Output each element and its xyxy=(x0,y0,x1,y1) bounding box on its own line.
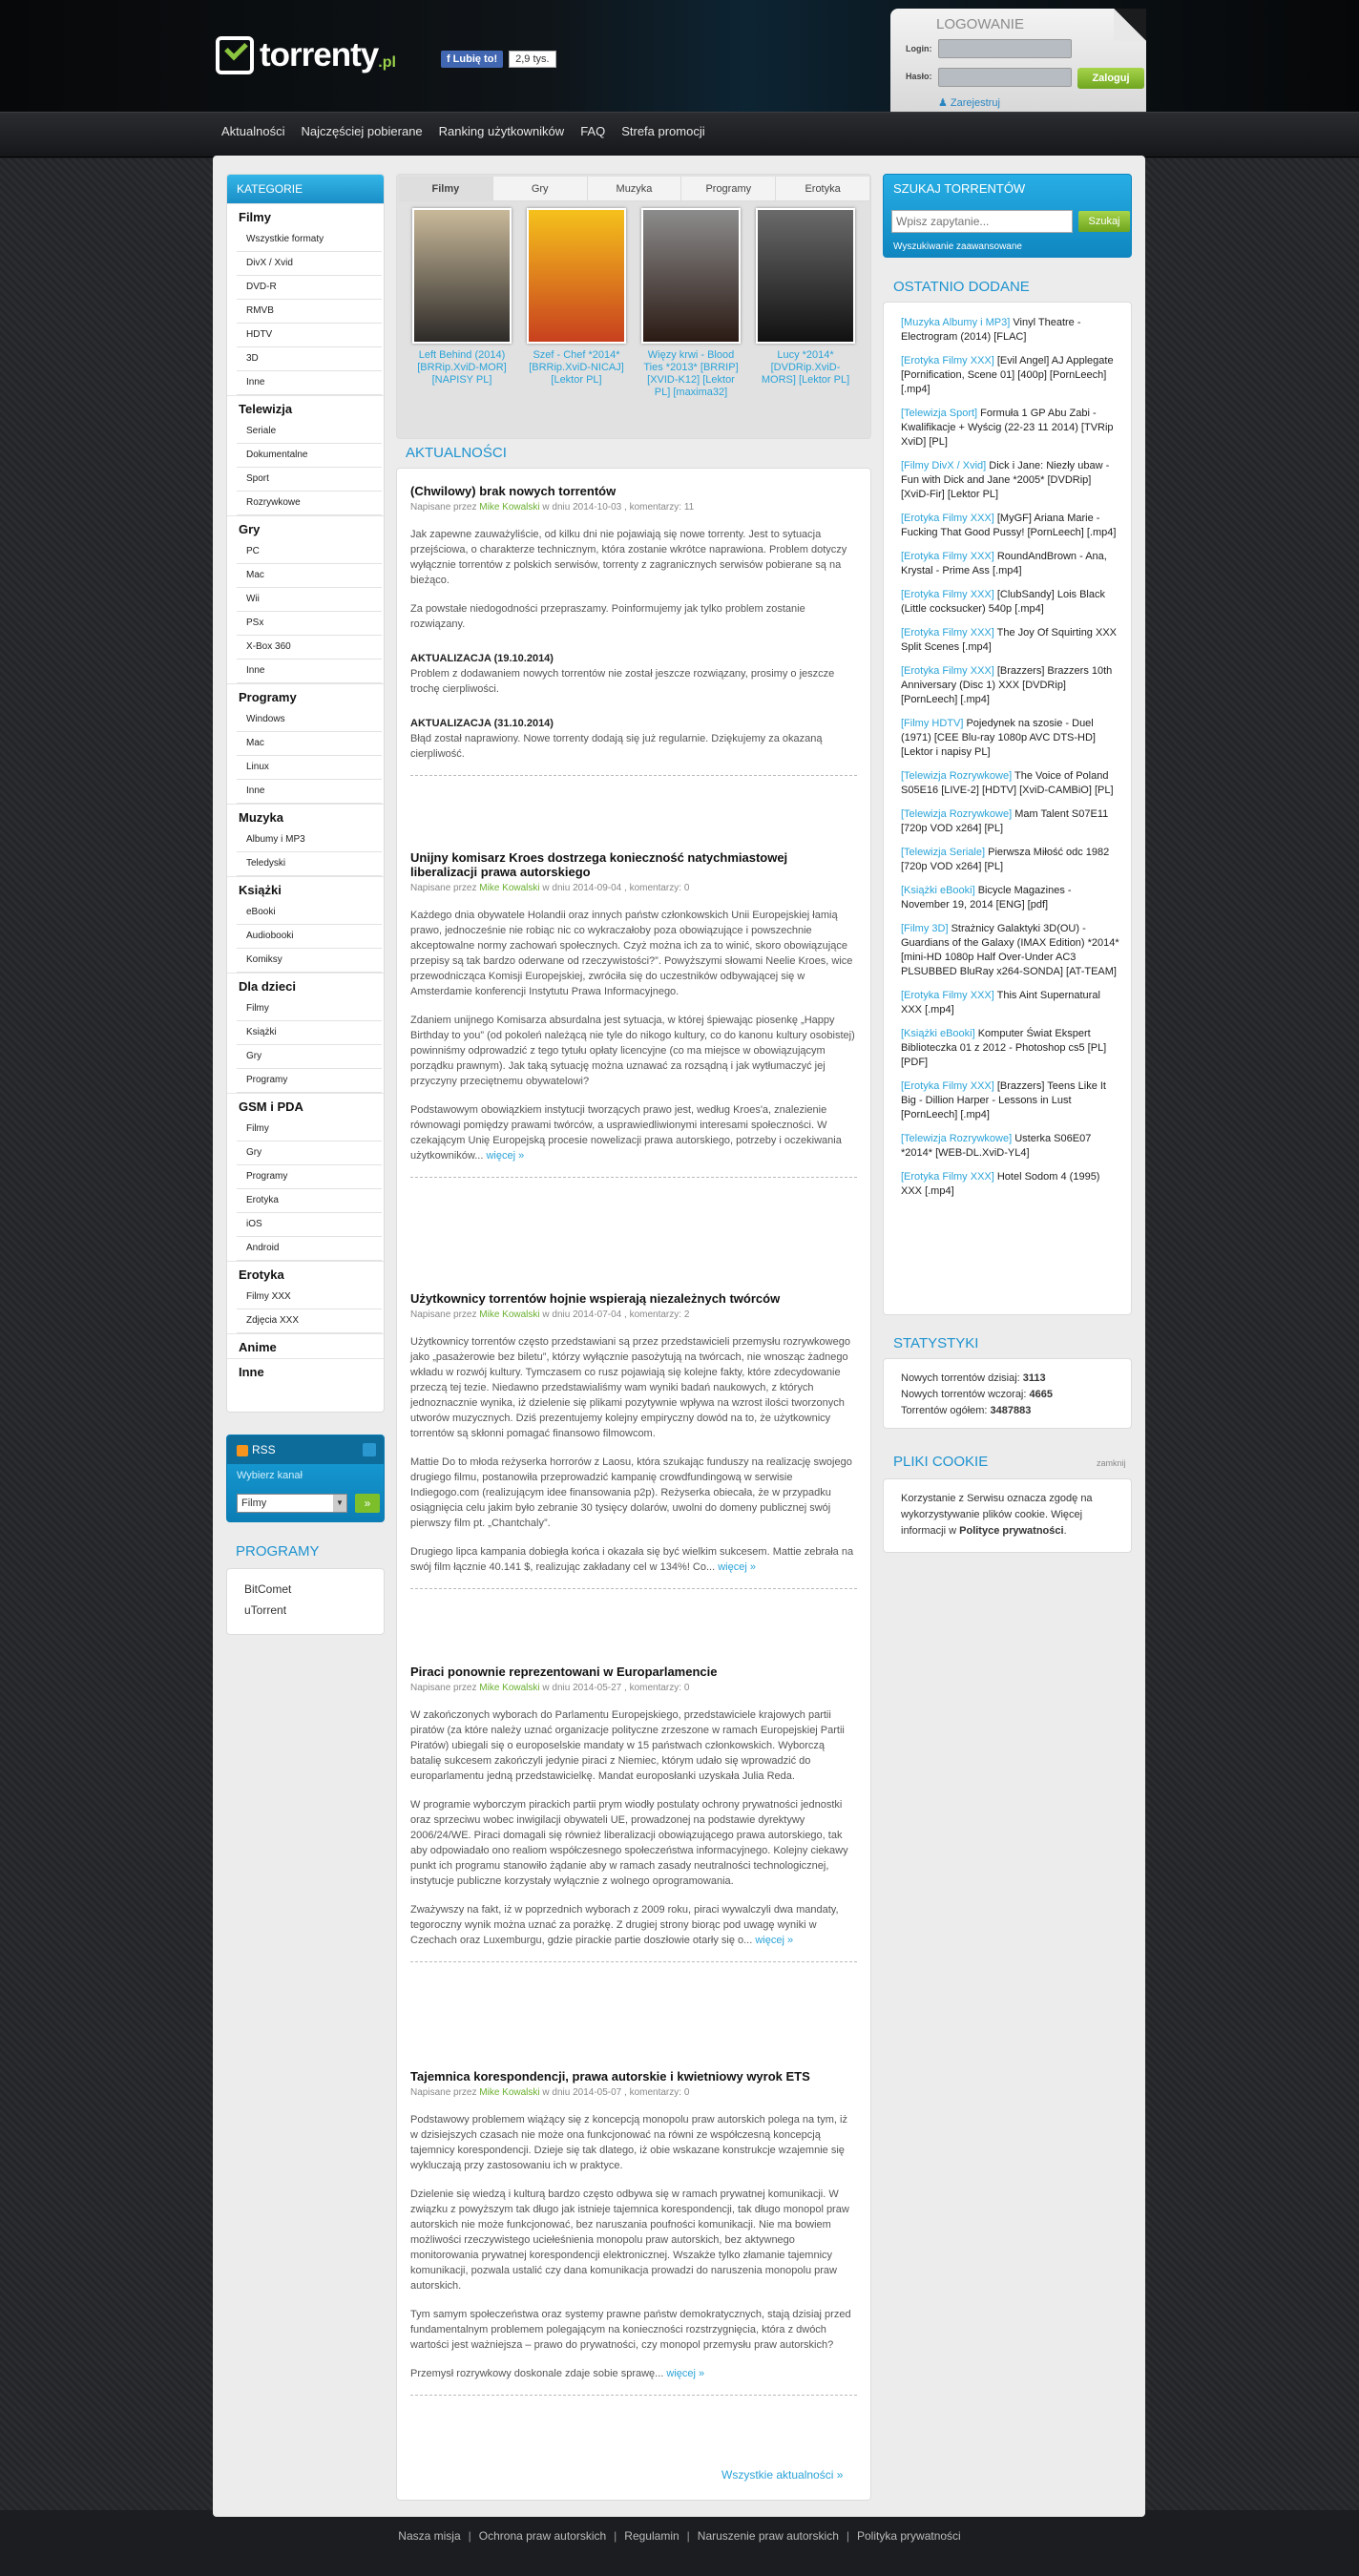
article-divider xyxy=(410,1177,857,1178)
tab-movies[interactable]: Filmy xyxy=(399,177,493,200)
subcategory-item[interactable]: Linux xyxy=(237,756,382,780)
footer-link[interactable]: Naruszenie praw autorskich xyxy=(697,2529,839,2543)
poster-image[interactable] xyxy=(756,208,855,344)
recent-category[interactable]: [Erotyka Filmy XXX] xyxy=(901,1080,994,1092)
subcategory-item[interactable]: Komiksy xyxy=(237,949,382,973)
subcategory-item[interactable]: Programy xyxy=(237,1165,382,1189)
subcategory-item[interactable]: Zdjęcia XXX xyxy=(237,1309,382,1333)
recent-torrent[interactable] xyxy=(901,807,1119,836)
recent-torrent[interactable] xyxy=(901,1079,1119,1122)
subcategory-item[interactable]: Albumy i MP3 xyxy=(237,828,382,852)
subcategory-item[interactable]: Sport xyxy=(237,468,382,492)
news-article xyxy=(410,1291,857,1589)
subcategory-item[interactable]: Seriale xyxy=(237,420,382,444)
recent-category[interactable]: [Książki eBooki] xyxy=(901,1028,975,1039)
recent-torrent[interactable] xyxy=(901,459,1119,502)
article-paragraph: Mattie Do to młoda reżyserka horrorów z Laosu, która szukając funduszy na realizację swojego drugiego filmu, postanowiła przeprowadzić kampanię crowdfundingową w serwisie Indiegogo.com (realizującym idee finansowania p2p). Reżyserka obiecała, że w przypadku osiągnięcia celu jakim było zebranie 30 tysięcy dolarów, uwolni do domeny publicznej swój pierwszy film pt. „Chantchaly”. xyxy=(410,1456,852,1529)
rss-panel xyxy=(226,1435,385,1522)
search-input[interactable] xyxy=(891,210,1073,233)
article-paragraph: Przemysł rozrywkowy doskonale zdaje sobie sprawę... więcej » xyxy=(410,2368,705,2379)
category-8[interactable]: Erotyka xyxy=(227,1261,384,1286)
recent-category[interactable]: [Filmy DivX / Xvid] xyxy=(901,460,987,471)
site-header xyxy=(0,0,1359,112)
recent-category[interactable]: [Filmy 3D] xyxy=(901,923,949,934)
recent-category[interactable]: [Erotyka Filmy XXX] xyxy=(901,665,994,677)
stat-label: Nowych torrentów dzisiaj: xyxy=(901,1372,1023,1384)
categories-title: KATEGORIE xyxy=(227,175,384,203)
subcategory-item[interactable]: RMVB xyxy=(237,300,382,324)
update-text: Błąd został naprawiony. Nowe torrenty dodają się już regularnie. Dziękujemy za okazaną cierpliwość. xyxy=(410,733,823,760)
program-utorrent[interactable]: uTorrent xyxy=(244,1603,287,1617)
subcategory-item[interactable]: PC xyxy=(237,540,382,564)
article-divider xyxy=(410,775,857,776)
recent-torrent[interactable] xyxy=(901,354,1119,397)
poster-card[interactable] xyxy=(527,208,626,387)
subcategory-item[interactable]: Rozrywkowe xyxy=(237,492,382,515)
article-paragraph: Podstawowy problemem wiążący się z koncepcją monopolu praw autorskich polega na tym, iż w dzisiejszych czasach nie może ona funkcjonować na równi ze współczesną koncepcją tajemnicy korespondencji. Dzieje się tak dlatego, iż obie wskazane konstrukcje wzajemnie się wykluczają przy zastosowaniu ich w praktyce. xyxy=(410,2114,847,2171)
news-article xyxy=(410,484,857,776)
poster-title[interactable]: Więzy krwi - Blood Ties *2013* [BRRIP] [XVID-K12] [Lektor PL] [maxima32] xyxy=(643,349,739,398)
tab-erotica[interactable]: Erotyka xyxy=(776,177,870,200)
recent-category[interactable]: [Erotyka Filmy XXX] xyxy=(901,990,994,1001)
cookies-text: Korzystanie z Serwisu oznacza zgodę na wykorzystywanie plików cookie. Więcej informacji w Polityce prywatności. xyxy=(901,1493,1093,1537)
recent-category[interactable]: [Telewizja Rozrywkowe] xyxy=(901,1133,1013,1144)
news-article xyxy=(410,2069,857,2396)
subcategory-item[interactable]: Wszystkie formaty xyxy=(237,228,382,252)
article-meta: Napisane przez Mike Kowalski w dniu 2014-05-27 , komentarzy: 0 xyxy=(410,1683,690,1693)
advanced-search-link[interactable]: Wyszukiwanie zaawansowane xyxy=(893,241,1022,252)
article-paragraph: Podstawowym obowiązkiem instytucji tworzących prawo jest, według Kroes'a, znalezienie równowagi pomiędzy prawami twórców, a usprawiedliwionymi interesami społeczności. W czekającym Unię Europejską procesie nowelizacji prawa autorskiego, potrzeby i oczekiwania użytkowników... więcej » xyxy=(410,1104,842,1162)
rss-label: Wybierz kanał xyxy=(237,1470,303,1481)
tab-programs[interactable]: Programy xyxy=(681,177,776,200)
login-input[interactable] xyxy=(938,39,1072,58)
subcategory-item[interactable]: Mac xyxy=(237,732,382,756)
stat-value: 3487883 xyxy=(990,1405,1032,1416)
footer-separator: | xyxy=(468,2529,471,2543)
subcategory-item[interactable]: Teledyski xyxy=(237,852,382,876)
recent-title-text[interactable]: Strażnicy Galaktyki 3D(OU) - Guardians of the Galaxy (IMAX Edition) *2014* [mini-HD 1080p Half Over-Under AC3 PLSUBBED BluRay x264-SONDA] [AT-TEAM] xyxy=(901,923,1119,977)
recent-category[interactable]: [Telewizja Rozrywkowe] xyxy=(901,770,1013,782)
category-4[interactable]: Muzyka xyxy=(227,804,384,828)
poster-card[interactable] xyxy=(412,208,512,387)
recent-torrent[interactable] xyxy=(901,846,1119,874)
stat-row xyxy=(901,1403,1114,1419)
read-more-link[interactable]: więcej » xyxy=(755,1935,794,1946)
subcategory-item[interactable]: Dokumentalne xyxy=(237,444,382,468)
article-author[interactable]: Mike Kowalski xyxy=(479,1683,540,1693)
recent-torrent[interactable] xyxy=(901,717,1119,760)
logo-text: torrenty xyxy=(260,36,379,73)
stat-value: 4665 xyxy=(1029,1389,1053,1400)
recent-title-text[interactable]: Usterka S06E07 *2014* [WEB-DL.XviD-YL4] xyxy=(901,1133,1092,1159)
login-panel xyxy=(890,9,1146,112)
login-title: LOGOWANIE xyxy=(936,16,1024,32)
recent-torrent[interactable] xyxy=(901,588,1119,617)
programs-panel xyxy=(226,1568,385,1635)
article-paragraph: Tym samym społeczeństwa oraz systemy prawne państw demokratycznych, stają dzisiaj przed fundamentalnym problemem polegającym na konieczności rozstrzygnięcia, która z dwóch wartości jest ważniejsza – prawo do prywatności, czy monopol przemysłu praw autorskich? xyxy=(410,2309,851,2351)
recent-title-text[interactable]: This Aint Supernatural XXX [.mp4] xyxy=(901,990,1100,1016)
article-divider xyxy=(410,2395,857,2396)
subcategory-item[interactable]: Inne xyxy=(237,371,382,395)
subcategory-item[interactable]: X-Box 360 xyxy=(237,636,382,660)
read-more-link[interactable]: więcej » xyxy=(486,1150,525,1162)
facebook-like[interactable] xyxy=(441,51,556,68)
recent-torrent[interactable] xyxy=(901,512,1119,540)
rss-title: RSS xyxy=(252,1443,276,1456)
recent-torrent[interactable] xyxy=(901,550,1119,578)
recent-category[interactable]: [Filmy HDTV] xyxy=(901,718,964,729)
read-more-link[interactable]: więcej » xyxy=(666,2368,705,2379)
categories-list xyxy=(227,203,384,1383)
nav-news[interactable]: Aktualności xyxy=(221,124,285,138)
subcategory-item[interactable]: PSx xyxy=(237,612,382,636)
recent-title-text[interactable]: Mam Talent S07E11 [720p VOD x264] [PL] xyxy=(901,808,1109,834)
subcategory-item[interactable]: Mac xyxy=(237,564,382,588)
subcategory-item[interactable]: Filmy xyxy=(237,997,382,1021)
article-title[interactable]: Tajemnica korespondencji, prawa autorskie i kwietniowy wyrok ETS xyxy=(410,2069,810,2084)
article-paragraph: Zdaniem unijnego Komisarza absurdalna jest sytuacja, w której śpiewając piosenkę „Happy Birthday to you” (od pokoleń należącą nie tyle do nikogo kultury, co do kanonu kultury osobistej) powinniśmy odprowadzić z tego tytułu opłaty licencyjne (co ma miejsce w obowiązującym porządku prawnym). Jak taką sytuację można uznawać za rozsądną i jak wytłumaczyć jej przyczyny przeciętnemu obywatelowi? xyxy=(410,1015,855,1087)
article-paragraph: Każdego dnia obywatele Holandii oraz innych państw członkowskich Unii Europejskiej łamią prawo, jednocześnie nie robiąc nic co wykraczałoby poza obowiązujące i powszechnie akceptowalne normy zachowań społecznych. Czyż można ich za to winić, skoro obowiązujące przepisy są tak bardzo oderwane od rzeczywistości?”. Powyższymi słowami Neelie Kroes, wice przewodnicząca Komisji Europejskiej, zwróciła się do uczestników odbywającej się w Amsterdamie konferencji Instytutu Prawa Informacyjnego. xyxy=(410,910,853,997)
cookies-close-link[interactable]: zamknij xyxy=(1097,1458,1126,1468)
article-update xyxy=(410,651,857,697)
recent-category[interactable]: [Erotyka Filmy XXX] xyxy=(901,551,994,562)
recent-category[interactable]: [Telewizja Rozrywkowe] xyxy=(901,808,1013,820)
article-author[interactable]: Mike Kowalski xyxy=(479,883,540,893)
poster-card[interactable] xyxy=(756,208,855,387)
subcategory-item[interactable]: iOS xyxy=(237,1213,382,1237)
footer-separator: | xyxy=(686,2529,690,2543)
nav-faq[interactable]: FAQ xyxy=(580,124,606,138)
poster-title[interactable]: Szef - Chef *2014* [BRRip.XviD-NICAJ] [Lektor PL] xyxy=(529,349,624,386)
article-meta: Napisane przez Mike Kowalski w dniu 2014-10-03 , komentarzy: 11 xyxy=(410,502,695,513)
search-panel xyxy=(883,174,1132,258)
article-author[interactable]: Mike Kowalski xyxy=(479,1309,540,1320)
rss-channel-select[interactable]: Filmy ▼ xyxy=(237,1494,347,1513)
tab-music[interactable]: Muzyka xyxy=(588,177,682,200)
recent-title-text[interactable]: Vinyl Theatre - Electrogram (2014) [FLAC] xyxy=(901,317,1081,343)
subcategory-item[interactable]: Wii xyxy=(237,588,382,612)
recent-category[interactable]: [Telewizja Seriale] xyxy=(901,847,986,858)
category-0[interactable]: Filmy xyxy=(227,203,384,228)
recent-title-text[interactable]: Pojedynek na szosie - Duel (1971) [CEE Blu-ray 1080p AVC DTS-HD] [Lektor i napisy PL] xyxy=(901,718,1096,758)
article-paragraph: W zakończonych wyborach do Parlamentu Europejskiego, przedstawiciele krajowych partii piratów (za które należy uznać organizacje polityczne zrzeszone w ramach Europejskiej Partii Piratów) ubiegali się o europoselskie mandaty w 15 państwach członkowskich. Wyborczą batalię sukcesem zakończyli jedynie piraci z Niemiec, którym udało się wprowadzić do europarlamentu jedną przedstawicielkę. Mandat europosłanki uzyskała Julia Reda. xyxy=(410,1709,845,1782)
recent-torrent[interactable] xyxy=(901,884,1119,912)
recent-category[interactable]: [Książki eBooki] xyxy=(901,885,975,896)
article-paragraph: Użytkownicy torrentów często przedstawiani są przez przedstawicieli przemysłu rozrywkowego jako „pasażerowie bez biletu”, którzy wyłącznie pasożytują na twórcach, nie wnosząc żadnego wkładu w rozwój kultury. Tymczasem co rusz pojawiają się kolejne fakty, które zdecydowanie przeczą tej tezie. Niedawno przedstawialiśmy wam wyniki badań naukowych, z których jednoznacznie wynika, iż dzielenie się plikami pozytywnie wpływa na wzrost ilości tworzonych utworów muzycznych. Dziś prezentujemy kolejny empiryczny dowód na to, że użytkownicy torrentów są skłonni pomagać finansowo filmowcom. xyxy=(410,1336,850,1439)
nav-user-ranking[interactable]: Ranking użytkowników xyxy=(438,124,565,138)
recent-panel xyxy=(883,302,1132,1315)
article-paragraph: Dzielenie się wiedzą i kulturą bardzo często odbywa się w ramach prywatnej komunikacji. W związku z powyższym tak długo jak istnieje tajemnica korespondencji, tak długo monopol praw autorskich nie może funkcjonować, bez naruszania poufności komunikacji. Nie ma bowiem możliwości rzeczywistego uciełeśnienia monopolu praw autorskich, bez aktywnego monitorowania prywatnej korespondencji elektronicznej. Wszakże tylko złamanie tajemnicy komunikacji, pozwala ustalić czy dana komunikacja prowadzi do naruszenia monopolu praw autorskich. xyxy=(410,2189,849,2292)
article-divider xyxy=(410,1961,857,1962)
nav-promo-zone[interactable]: Strefa promocji xyxy=(621,124,705,138)
categories-panel xyxy=(226,174,385,1413)
subcategory-item[interactable]: Windows xyxy=(237,708,382,732)
footer-link[interactable]: Polityka prywatności xyxy=(857,2529,961,2543)
category-2[interactable]: Gry xyxy=(227,515,384,540)
main-nav xyxy=(221,124,705,138)
fb-like-button[interactable]: f Lubię to! xyxy=(441,51,503,68)
recent-title-text[interactable]: [MyGF] Ariana Marie - Fucking That Good Pussy! [PornLeech] [.mp4] xyxy=(901,513,1117,538)
facebook-icon: f xyxy=(447,53,450,65)
recent-category[interactable]: [Erotyka Filmy XXX] xyxy=(901,513,994,524)
user-icon: ♟ xyxy=(938,97,951,109)
subcategory-item[interactable]: Filmy XXX xyxy=(237,1286,382,1309)
chevron-down-icon: ▼ xyxy=(333,1495,346,1512)
article-author[interactable]: Mike Kowalski xyxy=(479,502,540,513)
recent-title: OSTATNIO DODANE xyxy=(893,279,1030,295)
subcategory-item[interactable]: Filmy xyxy=(237,1118,382,1141)
subcategory-item[interactable]: DivX / Xvid xyxy=(237,252,382,276)
recent-torrent[interactable] xyxy=(901,626,1119,655)
privacy-policy-link[interactable]: Polityce prywatności xyxy=(959,1525,1064,1537)
category-1[interactable]: Telewizja xyxy=(227,395,384,420)
category-6[interactable]: Dla dzieci xyxy=(227,973,384,997)
recent-category[interactable]: [Erotyka Filmy XXX] xyxy=(901,589,994,600)
recent-title-text[interactable]: Hotel Sodom 4 (1995) XXX [.mp4] xyxy=(901,1171,1100,1197)
category-tabs xyxy=(399,177,870,201)
cookies-panel xyxy=(883,1478,1132,1553)
recent-category[interactable]: [Telewizja Sport] xyxy=(901,408,978,419)
recent-title-text[interactable]: Formuła 1 GP Abu Zabi - Kwalifikacje + Wyścig (22-23 11 2014) [TVRip XviD] [PL] xyxy=(901,408,1114,448)
stat-value: 3113 xyxy=(1022,1372,1046,1384)
stats-panel xyxy=(883,1358,1132,1429)
footer-link[interactable]: Nasza misja xyxy=(398,2529,461,2543)
recent-title-text[interactable]: RoundAndBrown - Ana, Krystal - Prime Ass [.mp4] xyxy=(901,551,1107,576)
article-paragraph: Zważywszy na fakt, iż w poprzednich wyborach z 2009 roku, piraci wywalczyli dwa mandaty, tegoroczny wynik można uznać za porażkę. Z drugiej strony biorąc pod uwagę wyniki w Czechach oraz Luxemburgu, gdzie pirackie partie doszłowie otarły się o... więcej » xyxy=(410,1904,839,1946)
footer-link[interactable]: Regulamin xyxy=(624,2529,680,2543)
tab-games[interactable]: Gry xyxy=(493,177,588,200)
article-update xyxy=(410,716,857,762)
recent-title-text[interactable]: [Brazzers] Teens Like It Big - Dillion Harper - Lessons in Lust [PornLeech] [.mp4] xyxy=(901,1080,1106,1120)
article-paragraph: Jak zapewne zauważyliście, od kilku dni nie pojawiają się nowe torrenty. Jest to sytuacja przejściowa, o charakterze technicznym, która zostanie wkrótce naprawiona. Problem dotyczy wyłącznie torrentów z polskich serwisów, torrenty z zagranicznych serwisów pobierane są na bieżąco. xyxy=(410,529,847,586)
cookies-title: PLIKI COOKIE xyxy=(893,1454,989,1470)
article-author[interactable]: Mike Kowalski xyxy=(479,2087,540,2098)
recent-torrent[interactable] xyxy=(901,664,1119,707)
stat-row xyxy=(901,1371,1114,1387)
news-article xyxy=(410,1665,857,1962)
footer-link[interactable]: Ochrona praw autorskich xyxy=(478,2529,607,2543)
recent-torrent[interactable] xyxy=(901,1170,1119,1199)
recent-title-text[interactable]: Pierwsza Miłość odc 1982 [720p VOD x264] [PL] xyxy=(901,847,1110,872)
poster-title[interactable]: Left Behind (2014) [BRRip.XviD-MOR] [NAPISY PL] xyxy=(417,349,507,386)
recent-torrent[interactable] xyxy=(901,769,1119,798)
update-heading: AKTUALIZACJA (19.10.2014) xyxy=(410,653,554,664)
subcategory-item[interactable]: Programy xyxy=(237,1069,382,1093)
logo-icon xyxy=(216,36,254,74)
stat-row xyxy=(901,1387,1114,1403)
subcategory-item[interactable]: 3D xyxy=(237,347,382,371)
recent-category[interactable]: [Erotyka Filmy XXX] xyxy=(901,355,994,367)
programs-list xyxy=(227,1569,384,1630)
recent-title-text[interactable]: The Voice of Poland S05E16 [LIVE-2] [HDTV] [XviD-CAMBiO] [PL] xyxy=(901,770,1114,796)
subcategory-item[interactable]: DVD-R xyxy=(237,276,382,300)
search-button[interactable]: Szukaj xyxy=(1078,211,1130,232)
poster-image[interactable] xyxy=(641,208,741,344)
article-title[interactable]: Unijny komisarz Kroes dostrzega konieczność natychmiastowej liberalizacji prawa autorskiego xyxy=(410,850,788,879)
category-10[interactable]: Inne xyxy=(227,1358,384,1383)
subcategory-item[interactable]: Audiobooki xyxy=(237,925,382,949)
register-link[interactable]: ♟ Zarejestruj xyxy=(938,97,1000,109)
login-label: Login: xyxy=(906,44,932,53)
recent-torrent[interactable] xyxy=(901,922,1119,979)
fb-like-count: 2,9 tys. xyxy=(509,51,555,68)
read-more-link[interactable]: więcej » xyxy=(718,1561,756,1573)
rss-header xyxy=(227,1435,384,1464)
category-9[interactable]: Anime xyxy=(227,1333,384,1358)
article-paragraph: W programie wyborczym pirackich partii prym wiodły postulaty ochrony prywatności jednostki oraz sprzeciwu wobec inwigilacji obywateli UE, prowadzonej na podstawie dyrektywy 2006/24/WE. Piraci domagali się również liberalizacji obowiązującego prawa autorskiego, tak aby odpowiadało ono realiom współczesnego społeczeństwa informacyjnego. Kolejny ciekawy punkt ich programu stanowiło żądanie aby w ramach zasady neutralności technologicznej, instytucje publiczne korzystały wyłącznie z wolnego oprogramowania. xyxy=(410,1799,848,1887)
page-fold-decoration xyxy=(1114,9,1146,41)
footer-separator: | xyxy=(614,2529,617,2543)
all-news-link[interactable]: Wszystkie aktualności » xyxy=(721,2468,844,2482)
subcategory-item[interactable]: Książki xyxy=(237,1021,382,1045)
recent-torrent[interactable] xyxy=(901,989,1119,1017)
article-title[interactable]: (Chwilowy) brak nowych torrentów xyxy=(410,484,617,498)
article-divider xyxy=(410,1588,857,1589)
poster-image[interactable] xyxy=(412,208,512,344)
logo-suffix: .pl xyxy=(378,54,396,71)
category-7[interactable]: GSM i PDA xyxy=(227,1093,384,1118)
subcategory-item[interactable]: HDTV xyxy=(237,324,382,347)
recent-list xyxy=(884,303,1131,1199)
article-paragraph: Drugiego lipca kampania dobiegła końca i okazała się być wielkim sukcesem. Mattie zebrała na swój film łącznie 40.141 $, realizując zakładany cel w 134%! Co... więcej » xyxy=(410,1546,854,1573)
recent-category[interactable]: [Muzyka Albumy i MP3] xyxy=(901,317,1011,328)
article-meta: Napisane przez Mike Kowalski w dniu 2014-09-04 , komentarzy: 0 xyxy=(410,883,690,893)
login-button[interactable]: Zaloguj xyxy=(1077,68,1144,89)
rss-icon xyxy=(237,1445,248,1456)
rss-toggle-icon[interactable] xyxy=(363,1443,376,1456)
rss-go-button[interactable]: » xyxy=(355,1494,380,1513)
poster-card[interactable] xyxy=(641,208,741,398)
recent-title-text[interactable]: Dick i Jane: Niezły ubaw - Fun with Dick and Jane *2005* [DVDRip] [XviD-Fir] [Lektor PL] xyxy=(901,460,1110,500)
site-logo[interactable] xyxy=(216,36,396,74)
article-meta: Napisane przez Mike Kowalski w dniu 2014-05-07 , komentarzy: 0 xyxy=(410,2087,690,2098)
subcategory-item[interactable]: Inne xyxy=(237,780,382,804)
subcategory-item[interactable]: Erotyka xyxy=(237,1189,382,1213)
recent-title-text[interactable]: The Joy Of Squirting XXX Split Scenes [.mp4] xyxy=(901,627,1117,653)
stat-label: Nowych torrentów wczoraj: xyxy=(901,1389,1030,1400)
article-title[interactable]: Użytkownicy torrentów hojnie wspierają niezależnych twórców xyxy=(410,1291,781,1306)
program-bitcomet[interactable]: BitComet xyxy=(244,1582,292,1596)
update-text: Problem z dodawaniem nowych torrentów nie został jeszcze rozwiązany, prosimy o jeszcze trochę cierpliwości. xyxy=(410,668,835,695)
footer-bar xyxy=(0,2510,1359,2576)
recent-title-text[interactable]: Bicycle Magazines - November 19, 2014 [ENG] [pdf] xyxy=(901,885,1072,911)
featured-torrents xyxy=(396,174,871,439)
recent-title-text[interactable]: [Evil Angel] AJ Applegate [Pornification, Scene 01] [400p] [PornLeech] [.mp4] xyxy=(901,355,1114,395)
subcategory-item[interactable]: Inne xyxy=(237,660,382,683)
subcategory-item[interactable]: eBooki xyxy=(237,901,382,925)
update-heading: AKTUALIZACJA (31.10.2014) xyxy=(410,718,554,729)
password-label: Hasło: xyxy=(906,72,932,81)
article-title[interactable]: Piraci ponownie reprezentowani w Europarlamencie xyxy=(410,1665,718,1679)
password-input[interactable] xyxy=(938,68,1072,87)
subcategory-item[interactable]: Android xyxy=(237,1237,382,1261)
recent-title-text[interactable]: [Brazzers] Brazzers 10th Anniversary (Disc 1) XXX [DVDRip] [PornLeech] [.mp4] xyxy=(901,665,1113,705)
recent-torrent[interactable] xyxy=(901,316,1119,345)
article-meta: Napisane przez Mike Kowalski w dniu 2014-07-04 , komentarzy: 2 xyxy=(410,1309,690,1320)
footer-separator: | xyxy=(846,2529,849,2543)
recent-title-text[interactable]: [ClubSandy] Lois Black (Little cocksucker) 540p [.mp4] xyxy=(901,589,1105,615)
recent-category[interactable]: [Erotyka Filmy XXX] xyxy=(901,1171,994,1183)
recent-title-text[interactable]: Komputer Świat Ekspert Biblioteczka 01 z 2012 - Photoshop cs5 [PL] [PDF] xyxy=(901,1028,1107,1068)
nav-most-downloaded[interactable]: Najczęściej pobierane xyxy=(301,124,423,138)
recent-torrent[interactable] xyxy=(901,1027,1119,1070)
programs-title: PROGRAMY xyxy=(236,1543,320,1560)
news-article xyxy=(410,850,857,1178)
poster-title[interactable]: Lucy *2014* [DVDRip.XviD-MORS] [Lektor PL] xyxy=(761,349,850,386)
poster-image[interactable] xyxy=(527,208,626,344)
subcategory-item[interactable]: Gry xyxy=(237,1141,382,1165)
stats-list xyxy=(884,1359,1131,1431)
category-3[interactable]: Programy xyxy=(227,683,384,708)
recent-torrent[interactable] xyxy=(901,1132,1119,1161)
article-paragraph: Za powstałe niedogodności przepraszamy. Poinformujemy jak tylko problem zostanie rozwiązany. xyxy=(410,603,805,630)
subcategory-item[interactable]: Gry xyxy=(237,1045,382,1069)
stats-title: STATYSTYKI xyxy=(893,1335,979,1351)
recent-torrent[interactable] xyxy=(901,407,1119,450)
stat-label: Torrentów ogółem: xyxy=(901,1405,991,1416)
category-5[interactable]: Książki xyxy=(227,876,384,901)
recent-category[interactable]: [Erotyka Filmy XXX] xyxy=(901,627,994,639)
search-title: SZUKAJ TORRENTÓW xyxy=(893,181,1026,196)
footer-links xyxy=(0,2529,1359,2543)
news-title: AKTUALNOŚCI xyxy=(406,445,507,461)
